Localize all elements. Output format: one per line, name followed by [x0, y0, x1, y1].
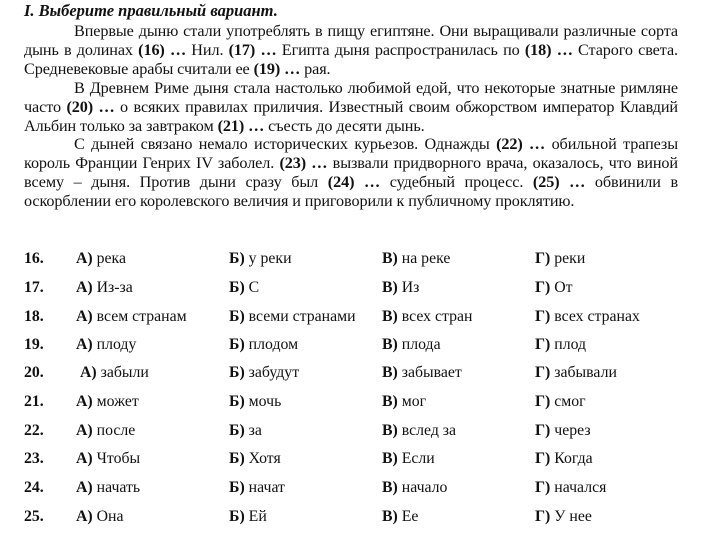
- option-text: плоду: [96, 336, 137, 353]
- option-text: Из: [401, 279, 420, 296]
- option-text: плода: [401, 336, 441, 353]
- passage-text: [24, 22, 678, 211]
- option-letter: Г): [535, 508, 551, 525]
- passage-text-run: В Древнем Риме дыня стала настолько любимой едой, что некоторые знатные римляне часто: [24, 78, 678, 116]
- gap-marker: (24) …: [327, 173, 381, 192]
- question-row: [0, 336, 716, 358]
- option-letter: А): [76, 450, 93, 467]
- option-letter: В): [382, 393, 398, 410]
- option-letter: А): [76, 508, 93, 525]
- option-g: [535, 364, 617, 382]
- option-text: после: [96, 422, 136, 439]
- option-g: [535, 393, 586, 411]
- passage-text-run: Впервые дыню стали употреблять в пищу египтяне. Они выращивали различные сорта дынь в долинах: [24, 22, 678, 59]
- option-v: [382, 479, 447, 497]
- option-text: через: [554, 422, 591, 439]
- option-letter: А): [76, 336, 93, 353]
- question-number: 21.: [24, 393, 44, 410]
- option-text: реки: [554, 250, 586, 267]
- option-a: [76, 393, 139, 411]
- gap-marker: (21) …: [217, 116, 265, 135]
- option-text: Когда: [554, 450, 593, 467]
- option-letter: А): [80, 364, 97, 381]
- option-letter: В): [382, 336, 398, 353]
- option-letter: В): [382, 308, 398, 325]
- option-text: забывает: [401, 364, 462, 381]
- question-row: [0, 393, 716, 415]
- option-letter: Б): [229, 364, 245, 381]
- question-number: 20.: [24, 364, 44, 381]
- option-text: Ей: [248, 508, 267, 525]
- passage-text-run: вызвали придворного врача, оказалось, что виной всему – дыня. Против дыни сразу был: [24, 154, 678, 192]
- option-letter: Б): [229, 479, 245, 496]
- option-v: [382, 336, 441, 354]
- gap-marker: (20) …: [66, 97, 115, 116]
- option-text: начат: [248, 479, 285, 496]
- question-number: 22.: [24, 422, 44, 439]
- option-text: забывали: [554, 364, 617, 381]
- question-number: 16.: [24, 250, 44, 267]
- option-a: [76, 308, 187, 326]
- option-letter: Г): [535, 393, 551, 410]
- question-row: [0, 279, 716, 301]
- option-g: [535, 250, 585, 268]
- gap-marker: (16) …: [138, 40, 187, 59]
- passage-text-run: судебный процесс.: [380, 173, 533, 192]
- option-g: [535, 508, 592, 526]
- passage-paragraph: [24, 22, 678, 79]
- gap-marker: (22) …: [496, 135, 546, 154]
- option-b: [229, 393, 281, 411]
- option-letter: Г): [535, 479, 551, 496]
- option-letter: Г): [535, 308, 551, 325]
- passage-text-run: Нил.: [186, 40, 229, 59]
- option-b: [229, 450, 281, 468]
- option-letter: А): [76, 422, 93, 439]
- option-a: [76, 422, 135, 440]
- question-row: [0, 508, 716, 530]
- option-letter: А): [76, 479, 93, 496]
- option-text: У нее: [554, 508, 592, 525]
- passage-paragraph: [24, 135, 678, 211]
- option-g: [535, 279, 573, 297]
- option-b: [229, 250, 292, 268]
- question-row: [0, 479, 716, 501]
- option-text: за: [248, 422, 262, 439]
- option-letter: Б): [229, 508, 245, 525]
- option-text: всех странах: [554, 308, 640, 325]
- option-letter: А): [76, 250, 93, 267]
- option-letter: Б): [229, 422, 245, 439]
- gap-marker: (23) …: [279, 154, 328, 173]
- option-text: С: [248, 279, 260, 296]
- question-row: [0, 450, 716, 472]
- option-v: [382, 393, 426, 411]
- question-number: 23.: [24, 450, 44, 467]
- option-a: [80, 364, 149, 382]
- option-letter: В): [382, 479, 398, 496]
- option-text: может: [96, 393, 139, 410]
- question-row: [0, 308, 716, 330]
- option-letter: В): [382, 508, 398, 525]
- option-a: [76, 479, 140, 497]
- option-letter: А): [76, 279, 93, 296]
- option-text: мог: [401, 393, 427, 410]
- passage-text-run: С дыней связано немало исторических курьезов. Однажды: [74, 135, 497, 154]
- gap-marker: (17) …: [228, 40, 277, 59]
- passage-paragraph: [24, 79, 678, 136]
- question-number: 17.: [24, 279, 44, 296]
- option-g: [535, 422, 591, 440]
- option-text: всеми странами: [248, 308, 356, 325]
- option-text: Она: [96, 508, 124, 525]
- option-b: [229, 508, 267, 526]
- option-g: [535, 336, 586, 354]
- option-b: [229, 479, 285, 497]
- option-letter: Г): [535, 279, 551, 296]
- option-v: [382, 364, 462, 382]
- option-b: [229, 279, 259, 297]
- question-number: 25.: [24, 508, 44, 525]
- option-text: на реке: [401, 250, 451, 267]
- option-a: [76, 508, 124, 526]
- option-text: Чтобы: [96, 450, 141, 467]
- question-number: 18.: [24, 308, 44, 325]
- option-letter: В): [382, 364, 398, 381]
- option-letter: В): [382, 422, 398, 439]
- option-letter: Б): [229, 279, 245, 296]
- option-letter: Б): [229, 250, 245, 267]
- option-letter: Б): [229, 308, 245, 325]
- passage-text-run: обильной трапезы король Франции Генрих IV заболел.: [24, 135, 678, 173]
- question-row: [0, 250, 716, 272]
- option-letter: В): [382, 450, 398, 467]
- option-text: Хотя: [248, 450, 281, 467]
- option-letter: Б): [229, 336, 245, 353]
- option-b: [229, 308, 356, 326]
- option-text: всех стран: [401, 308, 473, 325]
- passage-text-run: Египта дыня распространилась по: [276, 40, 525, 59]
- question-number: 24.: [24, 479, 44, 496]
- task-heading: I. Выберите правильный вариант.: [24, 1, 278, 20]
- option-a: [76, 250, 126, 268]
- option-letter: Г): [535, 364, 551, 381]
- option-text: вслед за: [401, 422, 457, 439]
- option-letter: В): [382, 279, 398, 296]
- option-letter: Б): [229, 393, 245, 410]
- option-text: начало: [401, 479, 448, 496]
- question-row: [0, 364, 716, 386]
- option-v: [382, 279, 419, 297]
- option-text: Ее: [401, 508, 419, 525]
- option-text: От: [554, 279, 573, 296]
- option-g: [535, 450, 593, 468]
- option-text: плод: [554, 336, 587, 353]
- option-letter: А): [76, 308, 93, 325]
- passage-text-run: Старого света. Средневековые арабы считали ее: [24, 40, 678, 78]
- option-text: плодом: [248, 336, 299, 353]
- option-v: [382, 422, 456, 440]
- option-letter: Г): [535, 336, 551, 353]
- option-b: [229, 364, 299, 382]
- option-text: всем странам: [96, 308, 187, 325]
- passage-text-run: рая.: [300, 59, 331, 78]
- option-a: [76, 450, 140, 468]
- option-a: [76, 336, 136, 354]
- option-b: [229, 422, 262, 440]
- option-text: Из-за: [96, 279, 133, 296]
- question-row: [0, 422, 716, 444]
- option-v: [382, 508, 418, 526]
- option-text: забыли: [100, 364, 149, 381]
- question-number: 19.: [24, 336, 44, 353]
- option-text: начать: [96, 479, 141, 496]
- passage-text-run: о всяких правилах приличия. Известный своим обжорством император Клавдий Альбин только за завтраком: [24, 97, 678, 135]
- option-text: мочь: [248, 393, 282, 410]
- option-b: [229, 336, 298, 354]
- option-letter: Г): [535, 250, 551, 267]
- gap-marker: (19) …: [253, 59, 301, 78]
- gap-marker: (25) …: [532, 173, 586, 192]
- passage-text-run: съесть до десяти дынь.: [264, 116, 425, 135]
- option-text: смог: [554, 393, 586, 410]
- option-text: река: [96, 250, 126, 267]
- option-a: [76, 279, 133, 297]
- option-letter: А): [76, 393, 93, 410]
- option-v: [382, 250, 450, 268]
- option-text: забудут: [248, 364, 300, 381]
- option-g: [535, 479, 606, 497]
- option-v: [382, 450, 435, 468]
- option-letter: Г): [535, 422, 551, 439]
- option-v: [382, 308, 472, 326]
- option-letter: В): [382, 250, 398, 267]
- option-letter: Б): [229, 450, 245, 467]
- option-text: начался: [554, 479, 607, 496]
- option-text: у реки: [248, 250, 292, 267]
- option-text: Если: [401, 450, 435, 467]
- option-g: [535, 308, 640, 326]
- passage-text-run: обвинили в оскорблении его королевского величия и приговорили к публичному проклятию.: [24, 173, 679, 211]
- option-letter: Г): [535, 450, 551, 467]
- gap-marker: (18) …: [524, 40, 573, 59]
